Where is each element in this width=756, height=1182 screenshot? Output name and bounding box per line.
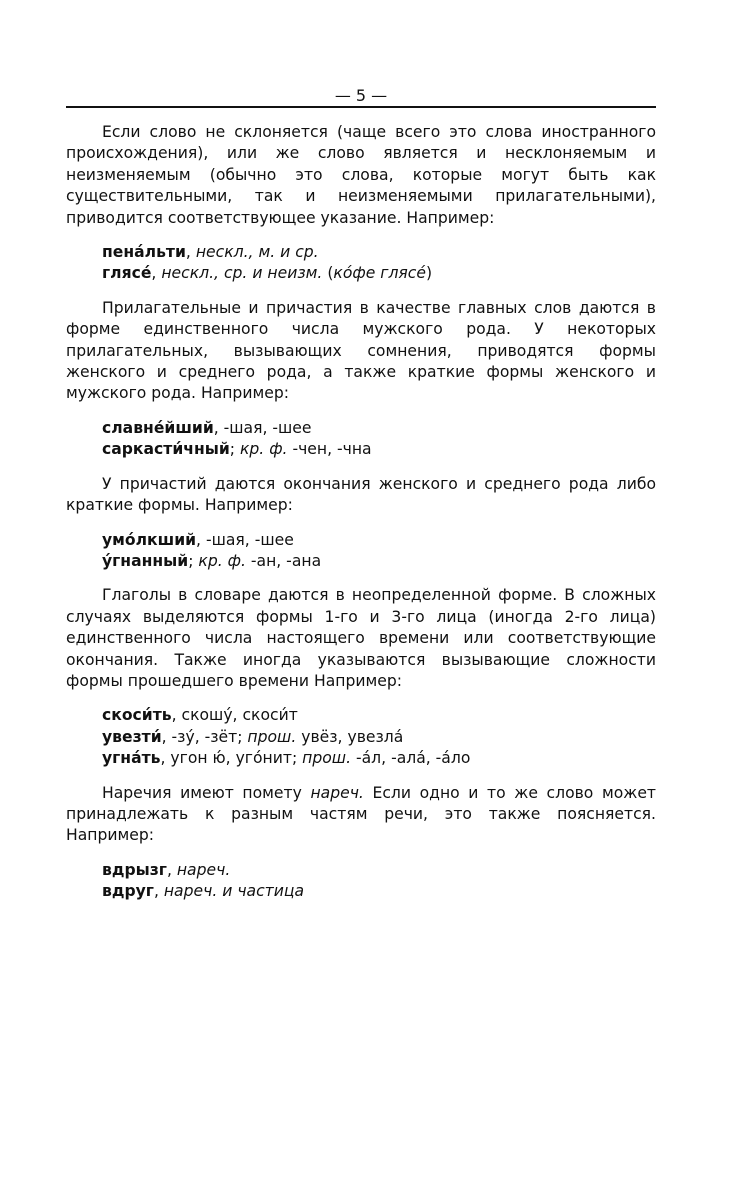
headword: вдрызг <box>102 860 167 879</box>
text-run: , -шая, -шее <box>213 418 312 437</box>
headword: увезти́ <box>102 727 162 746</box>
grammar-note: прош. <box>302 749 352 768</box>
text-run: Наречия имеют помету <box>102 783 311 802</box>
text-run: -ан, -ана <box>245 551 322 570</box>
dictionary-entry <box>102 551 656 572</box>
text-run: , <box>166 860 177 879</box>
dictionary-entry <box>102 860 656 881</box>
text-run: , -зу́, -зёт; <box>161 727 248 746</box>
text-run: увёз, увезла́ <box>296 727 404 746</box>
paragraph: Прилагательные и причастия в качестве главных слов даются в форме единственного числа мужского рода. У некоторых прилагательных, вызывающих сомнения, приводятся формы женского и среднего рода, а также краткие формы женского и мужского рода. Например: <box>66 298 656 403</box>
headword: у́гнанный <box>102 551 189 570</box>
paragraph: Глаголы в словаре даются в неопределенной форме. В сложных случаях выделяются формы 1-го и 3-го лица (иногда 2-го лица) единственного числа настоящего времени или соответствующие окончания. Также иногда указываются вызывающие сложности формы прошедшего времени Например: <box>66 586 656 690</box>
example-list <box>66 242 656 285</box>
headword: глясе́ <box>102 264 152 283</box>
grammar-note: кр. ф. <box>239 440 288 459</box>
text-run: , -шая, -шее <box>196 530 294 549</box>
page-body <box>66 122 656 903</box>
page-number: — 5 — <box>334 86 388 105</box>
dictionary-entry <box>102 263 656 284</box>
grammar-note: нескл., м. и ср. <box>195 243 319 262</box>
headword: умо́лкший <box>102 530 197 549</box>
headword: саркасти́чный <box>102 440 230 459</box>
headword: славне́йший <box>102 418 214 437</box>
dictionary-entry <box>102 881 656 902</box>
book-page <box>66 0 656 1182</box>
dictionary-entry <box>102 530 656 551</box>
example-list <box>66 860 656 903</box>
dictionary-entry <box>102 418 656 439</box>
header-rule <box>66 106 656 108</box>
text-run: , скошу́, скоси́т <box>171 706 298 725</box>
text-run: -чен, -чна <box>287 440 372 459</box>
grammar-note: прош. <box>247 727 297 746</box>
grammar-note: нареч. и частица <box>163 882 305 901</box>
text-run: , <box>153 882 164 901</box>
dictionary-entry <box>102 727 656 748</box>
text-run: , угон ю́, уго́нит; <box>160 749 303 768</box>
grammar-note: кр. ф. <box>198 551 246 570</box>
paragraph: Если слово не склоняется (чаще всего это слова иностранного происхождения), или же слово является и несклоняемым и неизменяемым (обычно это слова, которые могут быть как существительными, так и неизменяемыми прилагательными), приводится соответствующее указание. Например: <box>66 123 656 227</box>
text-run: Если одно и то же слово может принадлежать к разным частям речи, это также поясняется. Например: <box>66 783 656 845</box>
paragraph <box>66 783 656 847</box>
headword: пена́льти <box>102 243 186 262</box>
grammar-note: нареч. <box>310 783 364 802</box>
headword: скоси́ть <box>102 706 172 725</box>
headword: угна́ть <box>102 749 161 768</box>
example-list <box>66 705 656 769</box>
text-run: , <box>185 243 196 262</box>
dictionary-entry <box>102 705 656 726</box>
text-run: ) <box>425 264 433 283</box>
text-run: ; <box>188 551 199 570</box>
grammar-note: ко́фе глясе́ <box>333 264 426 283</box>
grammar-note: нареч. <box>176 860 231 879</box>
text-run: , <box>151 264 162 283</box>
text-run: -а́л, -ала́, -а́ло <box>351 749 471 768</box>
dictionary-entry <box>102 439 656 460</box>
example-list <box>66 418 656 461</box>
headword: вдруг <box>102 882 154 901</box>
text-run: ( <box>322 264 334 283</box>
grammar-note: нескл., ср. и неизм. <box>161 264 323 283</box>
text-run: ; <box>229 440 240 459</box>
example-list <box>66 530 656 573</box>
dictionary-entry <box>102 242 656 263</box>
dictionary-entry <box>102 748 656 769</box>
paragraph: У причастий даются окончания женского и среднего рода либо краткие формы. Например: <box>66 474 656 515</box>
